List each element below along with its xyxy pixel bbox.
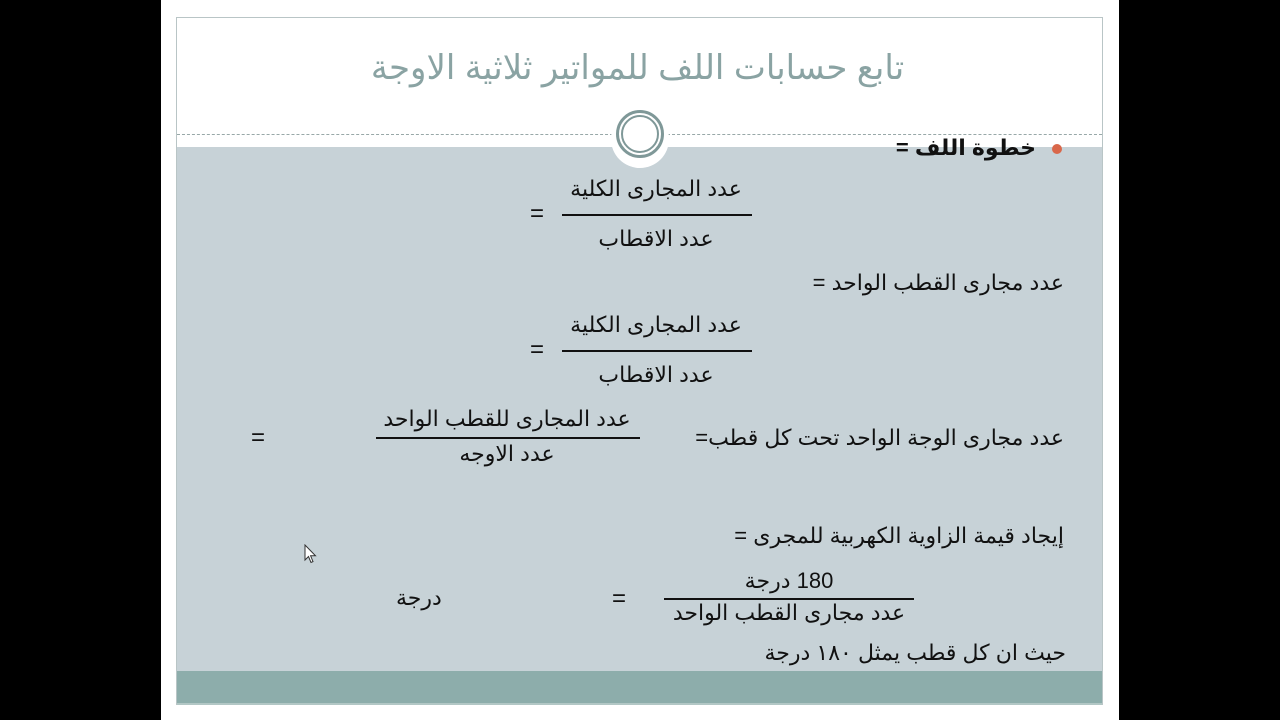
bullet-dot-icon (1052, 144, 1062, 154)
formula2-denominator: عدد الاقطاب (598, 362, 714, 387)
slots-per-pole-label: عدد مجارى القطب الواحد = (812, 270, 1064, 295)
divider-circle-inner-icon (621, 115, 659, 153)
formula1-numerator: عدد المجارى الكلية (570, 176, 742, 201)
formula3-denominator: عدد الاوجه (459, 441, 555, 466)
formula3-fraction-bar (376, 437, 640, 439)
title-divider-right (667, 134, 1102, 135)
electrical-angle-label: إيجاد قيمة الزاوية الكهربية للمجرى = (734, 523, 1064, 548)
formula1-fraction-bar (562, 214, 752, 216)
formula1-denominator: عدد الاقطاب (598, 226, 714, 251)
slide-title (176, 48, 1103, 88)
pole-degrees-note: حيث ان كل قطب يمثل ١٨٠ درجة (764, 640, 1066, 665)
formula1-equals: = (530, 200, 545, 227)
footer-band (177, 671, 1102, 703)
footer-line (177, 703, 1102, 705)
title-divider-left (177, 134, 613, 135)
formula4-unit: درجة (396, 585, 442, 610)
slide-title-text: تابع حسابات اللف للمواتير ثلاثية الاوجة (370, 49, 905, 87)
formula4-denominator: عدد مجارى القطب الواحد (672, 600, 906, 625)
formula2-fraction-bar (562, 350, 752, 352)
mouse-pointer-icon (304, 544, 318, 566)
formula3-result-equals: = (251, 424, 266, 451)
formula2-equals: = (530, 336, 545, 363)
formula3-numerator: عدد المجارى للقطب الواحد (383, 406, 631, 431)
formula2-numerator: عدد المجارى الكلية (570, 312, 742, 337)
slots-per-phase-per-pole-label: عدد مجارى الوجة الواحد تحت كل قطب= (695, 425, 1064, 450)
winding-pitch-label: خطوة اللف = (895, 135, 1036, 160)
formula4-numerator: 180 درجة (744, 568, 834, 593)
formula4-equals: = (612, 585, 627, 612)
